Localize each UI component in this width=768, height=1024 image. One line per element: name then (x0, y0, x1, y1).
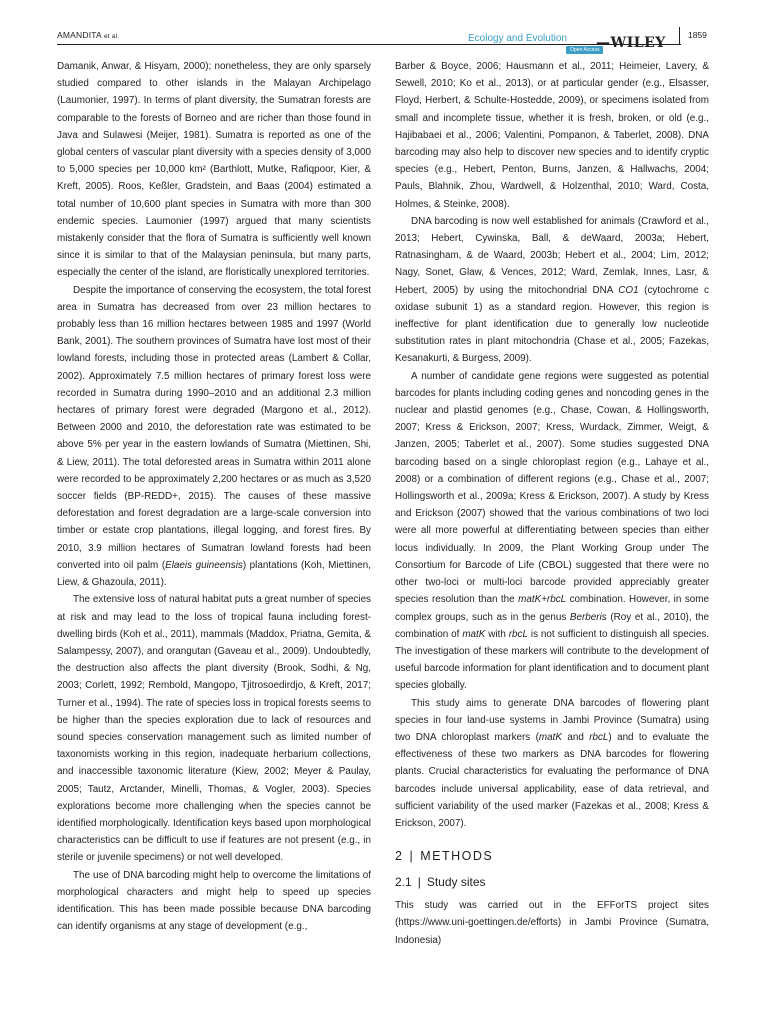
paragraph: Despite the importance of conserving the ecosystem, the total forest area in Sumatra has decreased from over 23 million hectares to probably less than 16 million hectares between 1985 and 1997 (World Bank, 2001). The southern provinces of Sumatra have lost most of their lowland forests, including those in protected areas (Lambert & Collar, 2002). Approximately 7.5 million hectares of primary forest loss were recorded in Sumatra during 1990–2010 and an additional 2.3 million hectares of primary forest were degraded (Margono et al., 2012). Between 2000 and 2010, the deforestation rate was estimated to be above 5% per year in the eastern lowlands of Sumatra (Miettinen, Shi, & Liew, 2011). The total deforested areas in Sumatra within 2011 alone were recorded to be approximately 2,200 hectares or as much as 3,520 soccer fields (BP-REDD+, 2015). The causes of these massive deforestation and forest degradation are a large-scale conversion into timber or estate crop plantations, illegal logging, and forest fires. By 2010, 3.9 million hectares of Sumatran lowland forests had been converted into oil palm (Elaeis guineensis) plantations (Koh, Miettinen, Liew, & Ghazoula, 2011). (57, 284, 371, 589)
paragraph: DNA barcoding is now well established for animals (Crawford et al., 2013; Hebert, Cywinska, Ball, & deWaard, 2003a; Hebert, Ratnasingham, & de Waard, 2003b; Hebert et al., 2004; Lim, 2012; Nagy, Sonet, Glaw, & Vences, 2012; Ward, Zemlak, Innes, Lasr, & Hebert, 2005) by using the mitochondrial DNA CO1 (cytochrome c oxidase subunit 1) as a standard region. However, this region is ineffective for plant identification due to generally low nucleotide substitution rates in plant mitochondria (Chase et al., 2005; Fazekas, Kesanakurti, & Burgess, 2009). (395, 215, 709, 365)
journal-name: Ecology and Evolution (468, 33, 567, 44)
paragraph: This study aims to generate DNA barcodes of flowering plant species in four land-use systems in Jambi Province (Sumatra) using two DNA chloroplast markers (matK and rbcL) and to evaluate the effectiveness of these two markers as DNA barcodes for flowering plants. Crucial characteristics for evaluating the performance of DNA barcodes include universal applicability, ease of data retrieval, and sufficient variability of the used marker (Fazekas et al., 2008; Kress & Erickson, 2007). (395, 697, 709, 829)
open-access-badge: Open Access (566, 46, 603, 54)
et-al: et al. (103, 33, 120, 40)
header-divider (679, 27, 680, 45)
header-rule (57, 44, 681, 45)
paragraph: This study was carried out in the EFForTS project sites (https://www.uni-goettingen.de/efforts) in Jambi Province (Sumatra, Indonesia) (395, 900, 709, 946)
left-column (57, 58, 371, 935)
right-column (395, 58, 709, 949)
paragraph: The use of DNA barcoding might help to overcome the limitations of morphological characters and might help to speed up species identification. This has been made possible because DNA barcoding can identify organisms at any stage of development (e.g., (57, 869, 371, 933)
paragraph: The extensive loss of natural habitat puts a great number of species at risk and may lead to the loss of tropical fauna including forest-dwelling birds (Koh et al., 2011), mammals (Maddox, Priatna, Gemita, & Salampessy, 2007), and orangutan (Gaveau et al., 2009). Undoubtedly, the destruction also affects the plant diversity (Brook, Sodhi, & Ng, 2003; Corlett, 1992; Rembold, Mangopo, Tjitrosoedirdjo, & Kreft, 2017; Turner et al., 1994). The rate of species loss in tropical forests seems to be higher than the species exploration due to lack of resources and sound species conservation management such as limited number of taxonomists working in this region, inadequate herbarium collections, and inaccessible taxonomic literature (Kiew, 2002; Meyer & Paulay, 2005; Tautz, Arctander, Minelli, Thomas, & Vogler, 2003). Species explorations become more challenging when the species cannot be identified morphologically. Identification keys based upon morphological characteristics can be difficult to use if features are not present (e.g., in sterile or juvenile specimens) or not well developed. (57, 594, 371, 864)
paragraph: A number of candidate gene regions were suggested as potential barcodes for plants including coding genes and noncoding genes in the nuclear and plastid genomes (e.g., Chase, Cowan, & Hollingsworth, 2007; Kress & Erickson, 2007; Kress, Wurdack, Zimmer, Weigt, & Janzen, 2005; Taberlet et al., 2007). Some studies suggested DNA barcoding based on a single chloroplast region (e.g., Lahaye et al., 2008) or a combination of different regions (e.g., Chase et al., 2007; Hollingsworth et al., 2009a; Kress & Erickson, 2007). A study by Kress and Erickson (2007) showed that the various combinations of two loci were all more powerful at differentiating between species than either locus individually. In 2009, the Plant Working Group under The Consortium for Barcode of Life (CBOL) suggested that there were no other two-loci or multi-loci barcode provided appreciably greater species resolution than the matK+rbcL combination. However, in some complex groups, such as in the genus Berberis (Roy et al., 2010), the combination of matK with rbcL is not sufficient to distinguish all species. The investigation of these markers will contribute to the development of useful barcode information for plant identification and to document plant species globally. (395, 370, 709, 692)
subsection-heading: 2.1 | Study sites (395, 875, 486, 890)
publisher-logo: —WILEY (596, 35, 666, 51)
paragraph: Barber & Boyce, 2006; Hausmann et al., 2011; Heimeier, Lavery, & Sewell, 2010; Ko et al., 2013), or at particular gender (e.g., Elsasser, Floyd, Herbert, & Schulte-Hostedde, 2009), or specimens isolated from small and incomplete tissue, whether it is fresh, broken, or old (e.g., Hajibabaei et al., 2006; Valentini, Pompanon, & Taberlet, 2008). DNA barcoding may also help to discover new species and to identify cryptic species (e.g., Hebert, Penton, Burns, Janzen, & Hallwachs, 2004; Pauls, Blahnik, Zhou, Wardwell, & Holzenthal, 2010; Ward, Costa, Holmes, & Steinke, 2008). (395, 61, 709, 210)
page-number: 1859 (688, 30, 707, 40)
running-head-authors: AMANDITA et al. (57, 30, 120, 40)
paragraph: Damanik, Anwar, & Hisyam, 2000); nonetheless, they are only sparsely studied compared to other islands in the Malayan Archipelago (Laumonier, 1997). In terms of plant diversity, the Sumatran forests are comparable to the forests of Borneo and are richer than those found in Java and Sulawesi (Meijer, 1981). Sumatra is reported as one of the global centers of vascular plant diversity with a species density of 3,000 to 5,000 species per 10,000 km² (Barthlott, Mutke, Rafiqpoor, Kier, & Kreft, 2005). Roos, Keßler, Gradstein, and Baas (2004) estimated a total number of 10,600 plant species in Sumatra with more than 300 endemic species. Laumonier (1997) argued that many scientists mistakenly consider that the flora of Sumatra is sufficiently well known since it is similar to that of the Malaysian peninsula, but many parts, especially the center of the island, are floristically unexplored territories. (57, 61, 371, 279)
running-header (0, 0, 768, 56)
section-heading: 2 | METHODS (395, 849, 494, 864)
